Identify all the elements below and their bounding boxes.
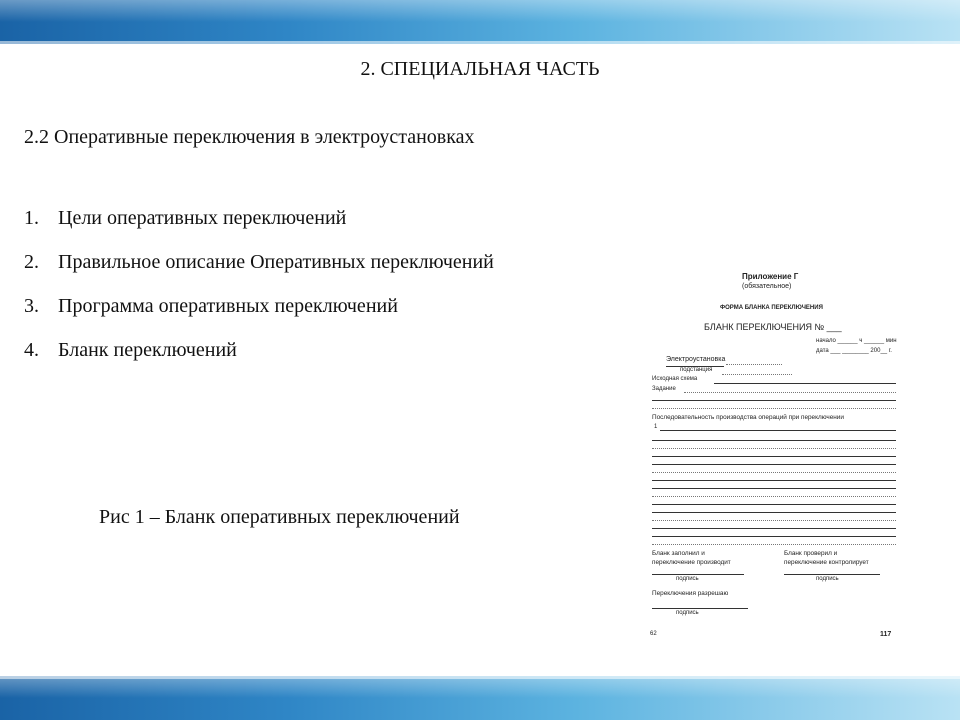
form-electrical-installation: Электроустановка	[666, 356, 726, 363]
form-checked-by-line2: переключение контролирует	[784, 559, 869, 566]
form-permitted: Переключения разрешаю	[652, 590, 729, 597]
form-footer-left: 62	[650, 631, 657, 637]
list-item-number: 2.	[24, 251, 39, 273]
list-item-text: Правильное описание Оперативных переключений	[58, 251, 494, 273]
list-item-text: Программа оперативных переключений	[58, 295, 398, 317]
form-start-time: начало ______ ч ______ мин	[816, 338, 897, 344]
form-title: ФОРМА БЛАНКА ПЕРЕКЛЮЧЕНИЯ	[720, 305, 823, 311]
figure-caption: Рис 1 – Бланк оперативных переключений	[99, 506, 460, 528]
form-signature-2: подпись	[816, 576, 839, 582]
slide-subtitle: 2.2 Оперативные переключения в электроустановках	[24, 126, 475, 148]
top-banner	[0, 0, 960, 44]
form-appendix-note: (обязательное)	[742, 283, 792, 290]
form-sequence-heading: Последовательность производства операций при переключении	[652, 414, 844, 421]
slide-title: 2. СПЕЦИАЛЬНАЯ ЧАСТЬ	[360, 58, 600, 80]
list-item-text: Бланк переключений	[58, 339, 237, 361]
topic-list	[24, 204, 494, 380]
form-substation: подстанция	[680, 367, 713, 373]
form-appendix: Приложение Г	[742, 272, 799, 281]
form-signature: подпись	[676, 576, 699, 582]
form-blank-title: БЛАНК ПЕРЕКЛЮЧЕНИЯ № ___	[704, 322, 842, 332]
list-item-number: 4.	[24, 339, 39, 361]
form-compiled-by: Бланк заполнил и	[652, 550, 705, 557]
form-checked-by: Бланк проверил и	[784, 550, 838, 557]
form-footer-right: 117	[880, 631, 892, 638]
list-item-number: 1.	[24, 207, 39, 229]
form-task: Задание	[652, 386, 676, 392]
list-item	[24, 204, 494, 248]
list-item-text: Цели оперативных переключений	[58, 207, 347, 229]
form-compiled-by-line2: переключение производит	[652, 559, 731, 566]
list-item	[24, 336, 494, 380]
form-initial-state: Исходная схема	[652, 376, 698, 382]
list-item-number: 3.	[24, 295, 39, 317]
bottom-banner	[0, 676, 960, 720]
list-item	[24, 248, 494, 292]
list-item	[24, 292, 494, 336]
form-first-item: 1	[654, 424, 658, 430]
switching-form-image	[618, 190, 960, 650]
form-date: дата ___ ________ 200__ г.	[816, 348, 892, 354]
form-signature-3: подпись	[676, 610, 699, 616]
